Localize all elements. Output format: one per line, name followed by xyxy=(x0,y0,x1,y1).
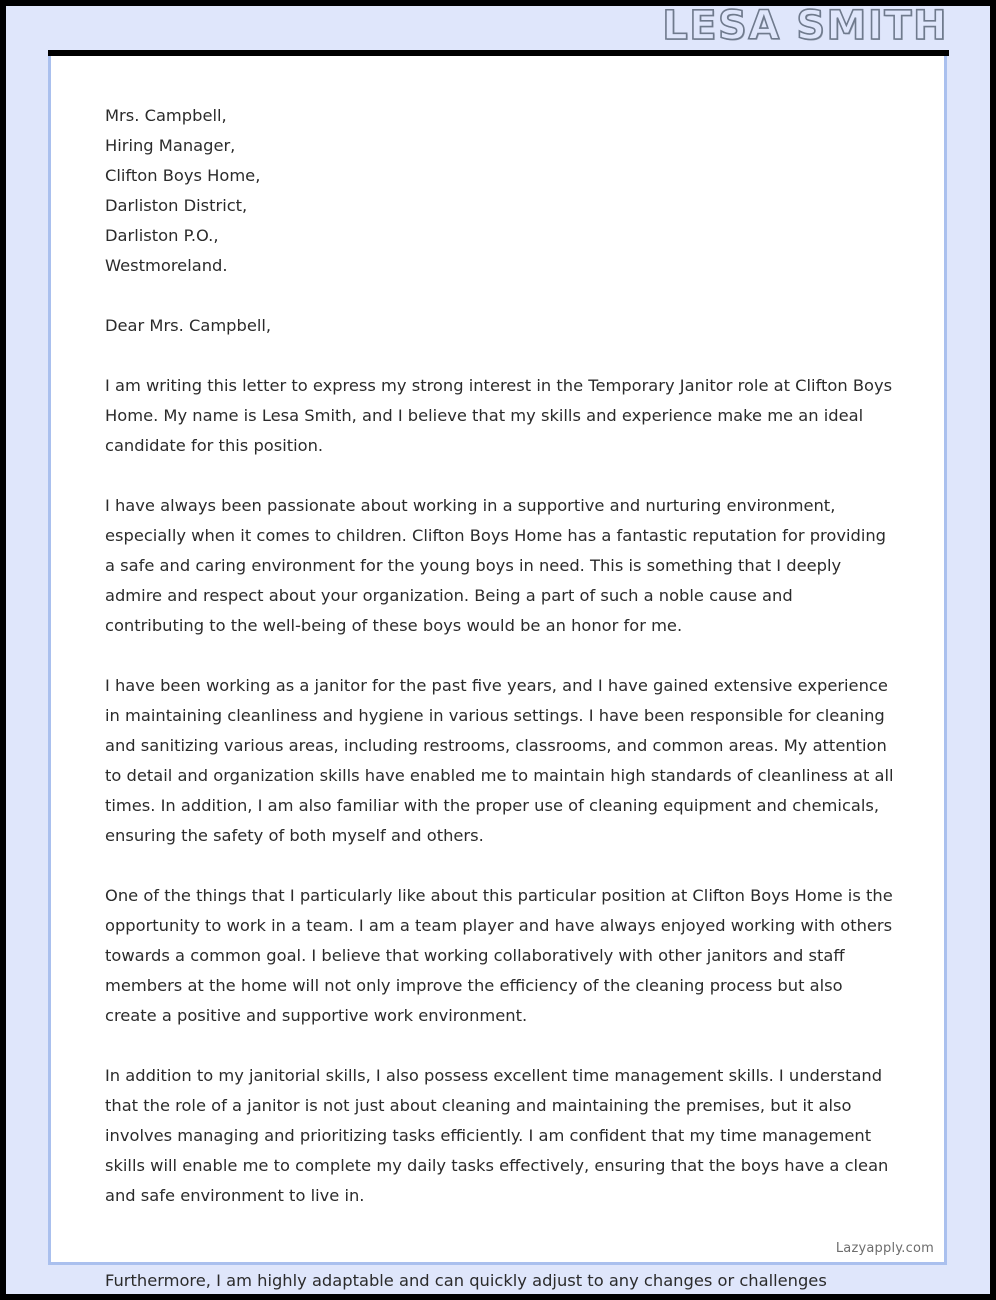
address-line: Mrs. Campbell, xyxy=(105,106,227,125)
document-viewport xyxy=(6,6,990,1294)
address-line: Darliston P.O., xyxy=(105,226,219,245)
salutation: Dear Mrs. Campbell, xyxy=(105,316,272,335)
letter-paragraph: I have been working as a janitor for the past five years, and I have gained extensive experience in maintaining cleanliness and hygiene in various settings. I have been responsible for cleaning and sanitizing various areas, including restrooms, classrooms, and common areas. My attention to detail and organization skills have enabled me to maintain high standards of cleanliness at all times. In addition, I am also familiar with the proper use of cleaning equipment and chemicals, ensuring the safety of both myself and others. xyxy=(105,676,894,845)
address-line: Westmoreland. xyxy=(105,256,228,275)
letter-paragraph: In addition to my janitorial skills, I also possess excellent time management skills. I understand that the role of a janitor is not just about cleaning and maintaining the premises, but it also involves managing and prioritizing tasks efficiently. I am confident that my time management skills will enable me to complete my daily tasks effectively, ensuring that the boys have a clean and safe environment to live in. xyxy=(105,1066,889,1205)
letterhead-band xyxy=(6,6,990,50)
letter-page-sheet xyxy=(48,56,947,1265)
address-line: Clifton Boys Home, xyxy=(105,166,261,185)
address-line: Hiring Manager, xyxy=(105,136,236,155)
recipient-address-block xyxy=(105,101,895,281)
next-page-preview xyxy=(48,1271,949,1294)
letter-paragraph: One of the things that I particularly like about this particular position at Clifton Boys Home is the opportunity to work in a team. I am a team player and have always enjoyed working with others towards a common goal. I believe that working collaboratively with other janitors and staff members at the home will not only improve the efficiency of the cleaning process but also create a positive and supportive work environment. xyxy=(105,886,893,1025)
letter-paragraph: I am writing this letter to express my strong interest in the Temporary Janitor role at Clifton Boys Home. My name is Lesa Smith, and I believe that my skills and experience make me an ideal candidate for this position. xyxy=(105,376,893,455)
address-line: Darliston District, xyxy=(105,196,248,215)
letter-paragraph: I have always been passionate about working in a supportive and nurturing environment, especially when it comes to children. Clifton Boys Home has a fantastic reputation for providing a safe and caring environment for the young boys in need. This is something that I deeply admire and respect about your organization. Being a part of such a noble cause and contributing to the well-being of these boys would be an honor for me. xyxy=(105,496,887,635)
letter-content xyxy=(105,101,895,1241)
next-page-partial-line: Furthermore, I am highly adaptable and can quickly adjust to any changes or challenges xyxy=(105,1271,827,1290)
lazyapply-watermark: Lazyapply.com xyxy=(835,1241,934,1256)
applicant-name-heading: LESA SMITH xyxy=(662,6,948,49)
